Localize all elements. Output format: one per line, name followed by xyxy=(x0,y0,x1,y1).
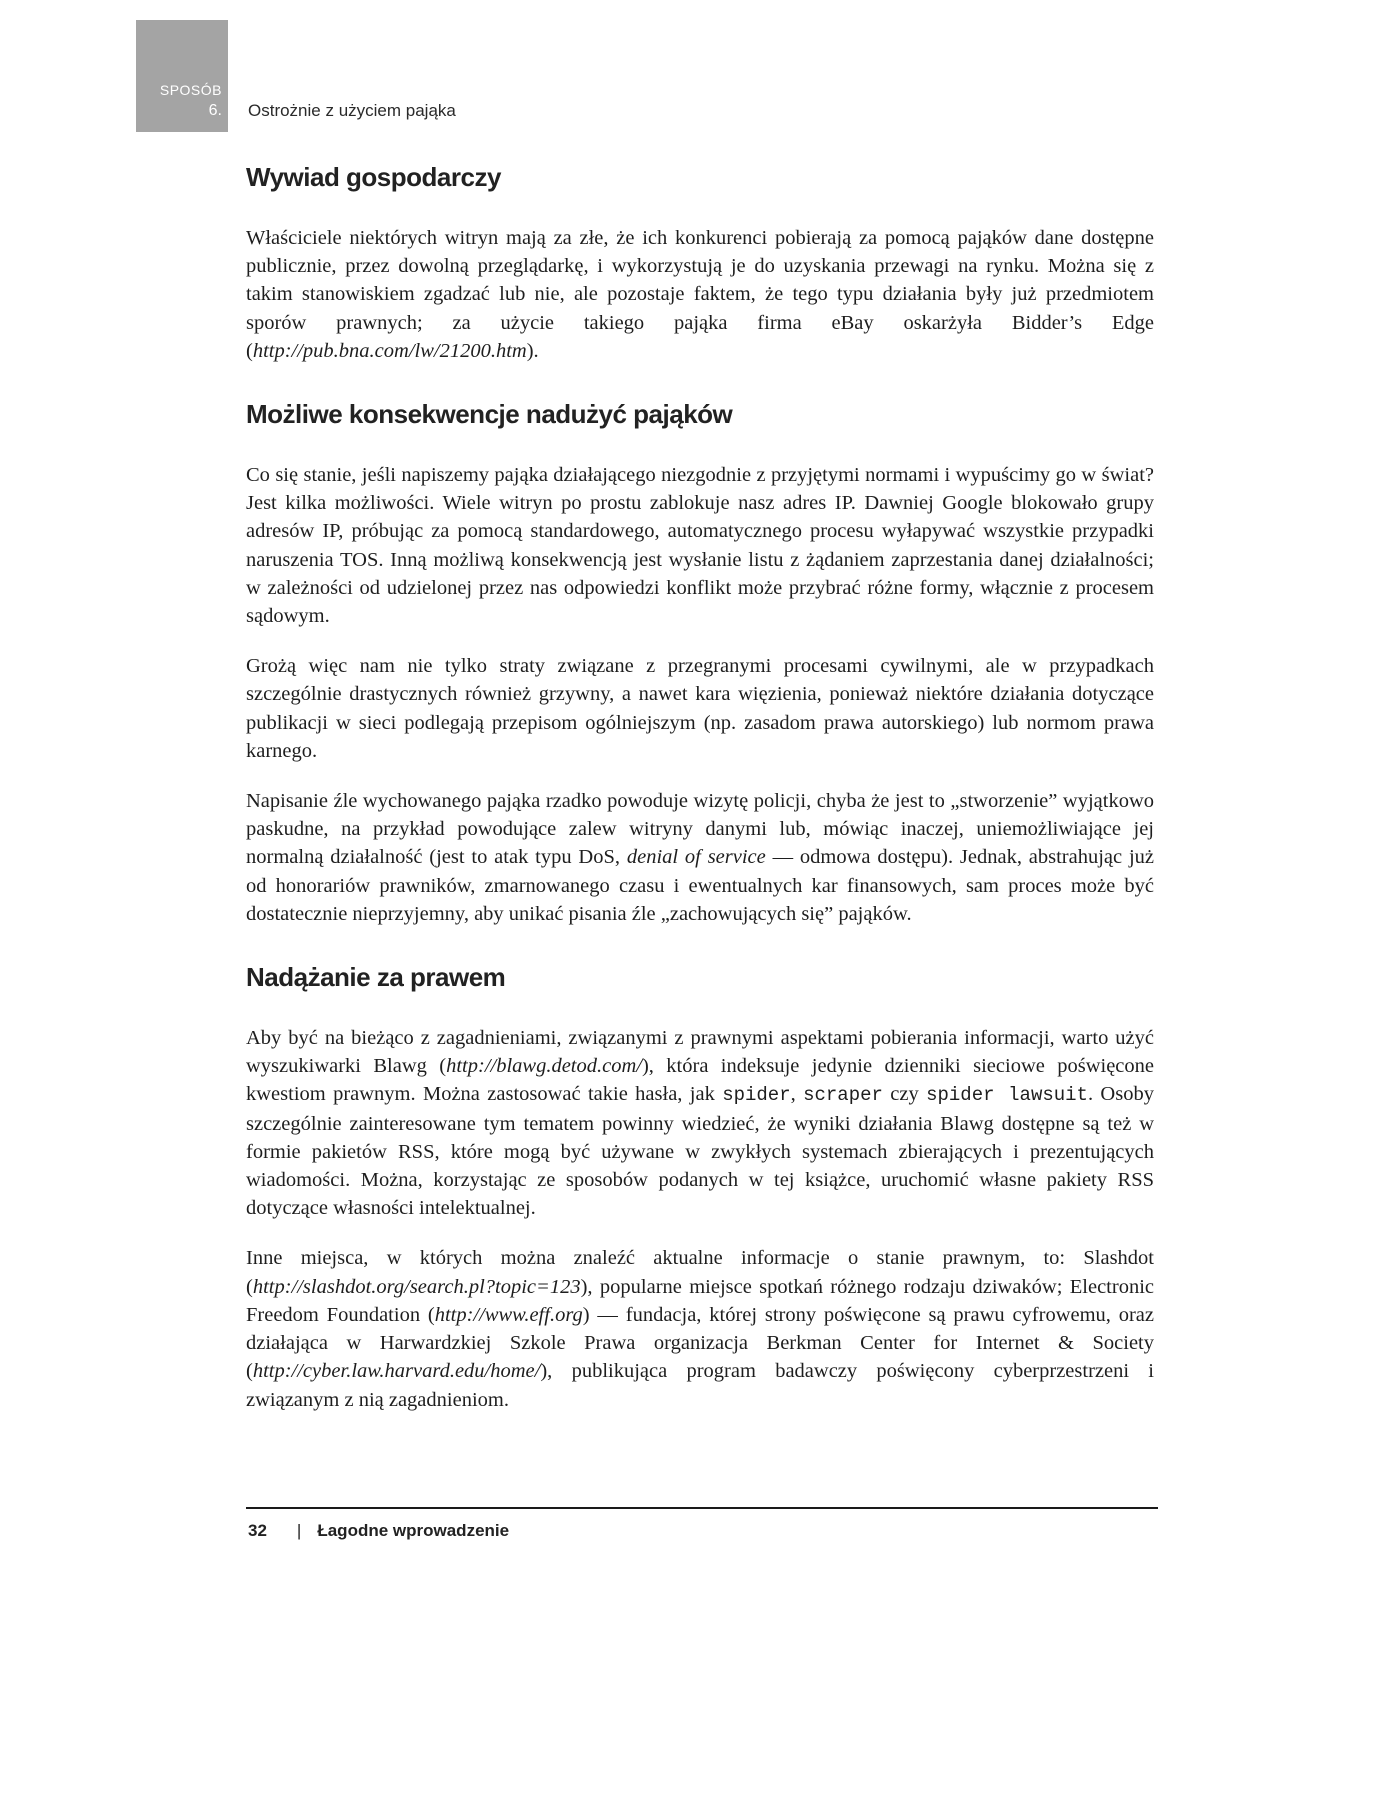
page-number: 32 xyxy=(248,1521,267,1540)
footer-rule xyxy=(246,1507,1158,1509)
chapter-tab xyxy=(136,20,228,132)
paragraph: Właściciele niektórych witryn mają za złe, że ich konkurenci pobierają za pomocą pająków dane dostępne publicznie, przez dowolną przeglądarkę, i wykorzystują je do uzyskania przewagi na rynku. Można się z takim stanowiskiem zgadzać lub nie, ale pozostaje faktem, że tego typu działania były już przedmiotem sporów prawnych; za użycie takiego pająka firma eBay oskarżyła Bidder’s Edge (http://pub.bna.com/lw/21200.htm). xyxy=(246,227,1154,362)
code-term: spider lawsuit xyxy=(926,1084,1088,1107)
paragraph: Inne miejsca, w których można znaleźć aktualne informacje o stanie prawnym, to: Slashdot (http://slashdot.org/search.pl?topic=123), popularne miejsce spotkań różnego rodzaju dziwaków; Electronic Freedom Foundation (http://www.eff.org) — fundacja, której strony poświęcone są prawu cyfrowemu, oraz działająca w Harwardzkiej Szkole Prawa organizacja Berkman Center for Internet & Society (http://cyber.law.harvard.edu/home/), publikująca program badawczy poświęcony cyberprzestrzeni i związanym z nią zagadnieniom. xyxy=(246,1247,1155,1411)
page-content xyxy=(246,160,1154,1414)
section-heading-wywiad: Wywiad gospodarczy xyxy=(246,162,501,192)
italic-term: denial of service xyxy=(626,846,766,869)
chapter-tab-label: SPOSÓB xyxy=(159,82,222,98)
code-term: spider xyxy=(722,1084,791,1107)
paragraph: Co się stanie, jeśli napiszemy pająka działającego niezgodnie z przyjętymi normami i wypuścimy go w świat? Jest kilka możliwości. Wiele witryn po prostu zablokuje nasz adres IP. Dawniej Google blokowało grupy adresów IP, próbując za pomocą standardowego, automatycznego procesu wyłapywać wszystkie przypadki naruszenia TOS. Inną możliwą konsekwencją jest wysłanie listu z żądaniem zaprzestania danej działalności; w zależności od udzielonej przez nas odpowiedzi konflikt może przybrać różne formy, włącznie z procesem sądowym. xyxy=(246,464,1154,628)
code-term: scraper xyxy=(803,1084,883,1107)
page-footer xyxy=(248,1521,509,1541)
paragraph: Grożą więc nam nie tylko straty związane z przegranymi procesami cywilnymi, ale w przypadkach szczególnie drastycznych również grzywny, a nawet kara więzienia, ponieważ niektóre działania dotyczące publikacji w sieci podlegają przepisom ogólniejszym (np. zasadom prawa autorskiego) lub normom prawa karnego. xyxy=(246,655,1154,762)
running-title: Ostrożnie z użyciem pająka xyxy=(248,101,456,120)
paragraph: Napisanie źle wychowanego pająka rzadko powoduje wizytę policji, chyba że jest to „stworzenie” wyjątkowo paskudne, na przykład powodujące zalew witryny danymi lub, mówiąc inaczej, uniemożliwiające jej normalną działalność (jest to atak typu DoS, denial of service — odmowa dostępu). Jednak, abstrahując już od honorariów prawników, zmarnowanego czasu i ewentualnych kar finansowych, sam proces może być dostatecznie nieprzyjemny, aby unikać pisania źle „zachowujących się” pająków. xyxy=(246,790,1155,925)
link-url[interactable]: http://pub.bna.com/lw/21200.htm xyxy=(252,339,527,362)
link-url[interactable]: http://www.eff.org xyxy=(434,1303,583,1326)
link-url[interactable]: http://cyber.law.harvard.edu/home/ xyxy=(252,1360,541,1383)
link-url[interactable]: http://slashdot.org/search.pl?topic=123 xyxy=(252,1275,581,1298)
chapter-tab-number: 6. xyxy=(208,102,222,119)
section-heading-nadazanie: Nadążanie za prawem xyxy=(246,962,506,993)
link-url[interactable]: http://blawg.detod.com/ xyxy=(446,1055,642,1078)
paragraph: Aby być na bieżąco z zagadnieniami, związanymi z prawnymi aspektami pobierania informacji, warto użyć wyszukiwarki Blawg (http://blawg.detod.com/), która indeksuje jedynie dzienniki sieciowe poświęcone kwestiom prawnym. Można zastosować takie hasła, jak spider, scraper czy spider lawsuit. Osoby szczególnie zainteresowane tym tematem powinny wiedzieć, że wyniki działania Blawg dostępne są też w formie pakietów RSS, które mogą być używane w zwykłych systemach zbierających i prezentujących wiadomości. Można, korzystając ze sposobów podanych w tej książce, uruchomić własne pakiety RSS dotyczące własności intelektualnej. xyxy=(246,1027,1154,1220)
footer-separator: | xyxy=(296,1521,302,1540)
section-heading-konsekwencje: Możliwe konsekwencje nadużyć pająków xyxy=(246,399,733,430)
book-title: Łagodne wprowadzenie xyxy=(317,1521,510,1540)
